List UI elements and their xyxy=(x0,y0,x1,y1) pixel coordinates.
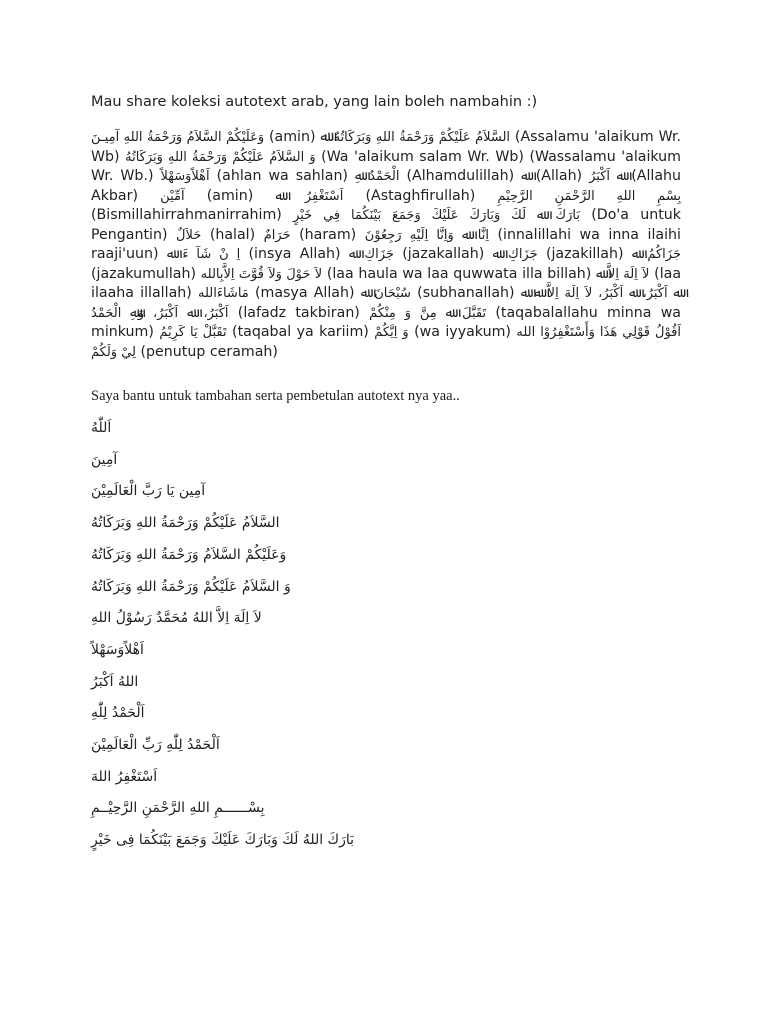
latin-meaning: (amin) ﷲ xyxy=(269,129,329,145)
arabic-list-item: آمِين يَا رَبَّ الْعَالَمِيْنَ xyxy=(91,483,206,500)
latin-meaning: (Assalamu 'alaikum Wr. Wb) xyxy=(91,129,682,165)
arabic-phrase: حَلاَلٌ xyxy=(176,227,202,243)
latin-meaning: (ahlan wa sahlan) xyxy=(216,168,348,184)
arabic-phrase: آمِّيْن xyxy=(160,188,185,204)
latin-meaning: (jazakillah) xyxy=(545,246,624,262)
latin-meaning: (wa iyyakum) xyxy=(414,324,511,340)
arabic-phrase: بِسْمِ اللهِ الرَّحْمَنِ الرَّحِيْمِ xyxy=(497,188,682,204)
latin-meaning: (lafadz takbiran) xyxy=(237,304,360,321)
arabic-phrase: السَّلاَمُ عَلَيْكُمْ وَرَحْمَةُ اللهِ وَبَرَكَاتُهُ xyxy=(333,130,511,145)
arabic-phrase: ﷲ xyxy=(521,169,529,184)
latin-meaning: (taqabalallahu minna wa minkum) xyxy=(91,304,681,340)
latin-meaning: (insya Allah) xyxy=(248,246,341,262)
arabic-list-item: اَسْتَغْفِرُ اللهَ xyxy=(91,768,158,785)
latin-meaning: (innalillahi wa inna ilaihi raaji'uun) xyxy=(91,226,681,262)
arabic-phrase: وَ اِيَّكُمْ xyxy=(374,325,409,340)
arabic-phrase: مَاشَاءَالله xyxy=(198,286,249,301)
arabic-phrase: تَقَبَّلَ ﷲ مِنَّ وَ مِنْكُمْ xyxy=(369,305,487,321)
arabic-phrase: اَهْلاًوَسَهْلاً xyxy=(160,169,210,184)
latin-meaning: (laa ilaaha illallah) xyxy=(91,265,682,301)
arabic-list-item: آمِينَ xyxy=(91,451,118,468)
arabic-phrase: بَارَكَ ﷲ لَكَ وَبَارَكَ عَلَيْكَ وَجَمَعَ بَيْنَكُمَا فِي خَيْرٍ xyxy=(293,208,580,223)
intro-line: Mau share koleksi autotext arab, yang lain boleh nambahin :) xyxy=(91,94,538,110)
arabic-phrase: الْحَمْدُ ﷲِ xyxy=(354,169,400,184)
latin-meaning: (amin) xyxy=(206,187,254,204)
arabic-list-item: وَعَلَيْكُمْ السَّلاَمُ وَرَحْمَةُ اللهِ وَبَرَكَاتُهُ xyxy=(91,546,287,563)
arabic-phrase: اَقُوْلُ قَوْلِي هَذَا وَأَسْتَغْفِرُوْا الله لِيْ وَلَكُمْ xyxy=(91,325,682,360)
latin-meaning: (Wa 'alaikum salam Wr. Wb) xyxy=(321,148,524,165)
latin-meaning: (Allah) xyxy=(535,168,583,184)
latin-meaning: (haram) xyxy=(299,226,357,243)
latin-meaning: (penutup ceramah) xyxy=(140,343,278,360)
arabic-phrase: جَزَاكِ ﷲ xyxy=(348,247,394,262)
arabic-phrase: سُبْحَانَ ﷲ xyxy=(360,286,411,301)
latin-meaning: (taqabal ya kariim) xyxy=(232,324,369,340)
arabic-phrase: اِنَّا ﷲ وَاِنَّا اِلَيْهِ رَجِعُوْنَ xyxy=(364,227,489,243)
arabic-list-item: بَارَكَ اللهُ لَكَ وَبَارَكَ عَلَيْكَ وَجَمَعَ بَيْنَكُمَا فِى خَيْرٍ xyxy=(91,832,355,849)
latin-meaning: (subhanallah) xyxy=(417,285,515,301)
autotext-paragraph xyxy=(91,128,681,362)
latin-meaning: (masya Allah) xyxy=(254,285,355,301)
arabic-list-item: اللهُ اَكْبَرُ xyxy=(91,673,139,690)
arabic-phrase: ﷲ اَكْبَرُ xyxy=(589,169,625,184)
latin-meaning: (halal) xyxy=(209,226,256,243)
arabic-list-item: بِسْــــــمِ اللهِ الرَّحْمَنِ الرَّحِيْــمِ xyxy=(91,800,265,817)
arabic-list-item: السَّلاَمُ عَلَيْكُمْ وَرَحْمَةُ اللهِ وَبَرَكَاتُهُ xyxy=(91,515,280,532)
arabic-phrase: وَ السَّلاَمُ عَلَيْكُمْ وَرَحْمَةُ اللهِ وَبَرَكَاتُهُ xyxy=(125,149,316,165)
arabic-phrase: اِ نْ شَآ ءَ ﷲ xyxy=(166,247,241,262)
arabic-phrase: حَرَامٌ xyxy=(263,227,291,243)
arabic-phrase: تَقَبَّلْ يَا كَرِيْمُ xyxy=(159,325,227,340)
latin-meaning: (Allahu Akbar) xyxy=(91,168,682,204)
arabic-phrase: جَزَاكِ ﷲ xyxy=(492,247,538,262)
arabic-list-item: اَلْحَمْدُ لِلّٰهِ رَبِّ الْعَالَمِيْنَ xyxy=(91,737,220,753)
latin-meaning: (Do'a untuk Pengantin) xyxy=(91,207,681,243)
latin-meaning: (jazakumullah) xyxy=(91,265,196,282)
arabic-phrase: وَعَلَيْكُمْ السَّلاَمُ وَرَحْمَةُ اللهِ آمِيـنَ xyxy=(91,130,265,145)
latin-meaning: (jazakallah) xyxy=(402,246,485,262)
arabic-phrase: اَسْتَغْفِرُ ﷲ xyxy=(275,188,344,204)
arabic-phrase: لاَ اِلَهَ اِلاَّ ﷲ xyxy=(596,266,650,282)
latin-meaning: (Wassalamu 'alaikum Wr. Wb.) xyxy=(91,148,681,184)
arabic-phrase: لاَ حَوْلَ وَلاَ قُوَّتَ اِلاَّبِالله xyxy=(200,266,323,282)
arabic-phrase: ﷲ اَكْبَرُ، ﷲ اَكْبَرُ، لاَ اِلَهَ اِلاَّ ﷲ ﷲ اَكْبَرُ، ﷲ اَكْبَرُ، وَﷲِ الْحَمْدُ xyxy=(91,286,682,321)
arabic-list-item: لاَ اِلَهَ اِلاَّ اللهُ مُحَمَّدٌ رَسُوْلُ اللهِ xyxy=(91,610,262,627)
arabic-list-item: اَلْحَمْدُ لِلّٰهِ xyxy=(91,705,145,722)
arabic-phrase: جَزَاكُمُ ﷲ xyxy=(631,247,681,262)
latin-meaning: (Astaghfirullah) xyxy=(365,187,476,204)
arabic-list-item: اَللّٰهُ xyxy=(91,420,112,436)
correction-heading: Saya bantu untuk tambahan serta pembetulan autotext nya yaa.. xyxy=(91,388,460,404)
latin-meaning: (Bismillahirrahmanirrahim) xyxy=(91,207,282,223)
latin-meaning: (laa haula wa laa quwwata illa billah) xyxy=(326,265,592,282)
arabic-list-item: اَهْلاًوَسَهْلاً xyxy=(91,641,144,658)
arabic-list-item: وَ السَّلاَمُ عَلَيْكُمْ وَرَحْمَةُ اللهِ وَبَرَكَاتُهُ xyxy=(91,578,291,595)
latin-meaning: (Alhamdulillah) xyxy=(406,168,515,184)
